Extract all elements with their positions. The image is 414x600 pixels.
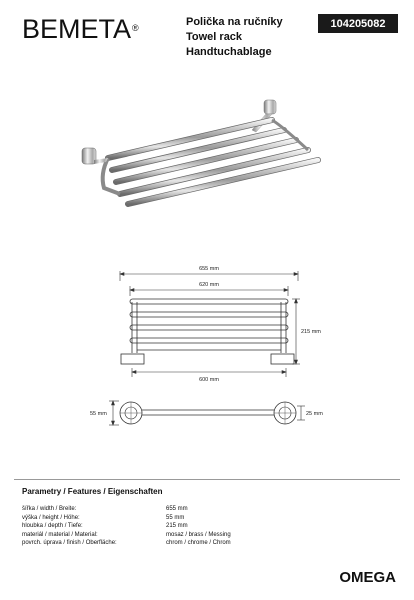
param-row-depth [22, 522, 231, 531]
registered-mark: ® [132, 23, 139, 33]
technical-drawing [0, 250, 414, 440]
param-row-height [22, 514, 231, 523]
dim-height: 215 mm [301, 329, 321, 335]
dim-depth: 55 mm [90, 411, 107, 417]
product-photo [60, 90, 360, 215]
param-value: 655 mm [166, 506, 188, 512]
param-label: výška / height / Höhe: [22, 514, 80, 521]
param-value: chrom / chrome / Chrom [166, 540, 231, 547]
collection-name: OMEGA [339, 569, 396, 586]
param-value: 215 mm [166, 523, 188, 530]
param-value: mosaz / brass / Messing [166, 531, 231, 538]
product-titles [186, 15, 283, 60]
param-value: 55 mm [166, 514, 185, 521]
brand-name: BEMETA [22, 14, 132, 44]
product-title-en: Towel rack [186, 31, 243, 43]
parameters-table [22, 505, 231, 548]
param-label: šířka / width / Breite: [22, 506, 77, 512]
param-row-finish [22, 539, 231, 548]
product-title-cz: Polička na ručníky [186, 16, 283, 28]
dim-mount-spacing: 600 mm [199, 377, 219, 383]
dim-overall-width: 655 mm [199, 266, 219, 272]
product-title-de: Handtuchablage [186, 46, 272, 58]
parameters-title: Parametry / Features / Eigenschaften [22, 487, 163, 496]
param-label: hloubka / depth / Tiefe: [22, 523, 83, 530]
dim-rail-width: 620 mm [199, 282, 219, 288]
param-label: povrch. úprava / finish / Oberfläche: [22, 540, 117, 547]
param-row-width [22, 505, 231, 514]
section-divider [14, 479, 400, 480]
brand-logo [22, 14, 139, 44]
dim-rosette: 25 mm [306, 411, 323, 417]
product-code-badge: 104205082 [318, 14, 398, 33]
param-label: materiál / material / Material: [22, 531, 98, 538]
param-row-material [22, 531, 231, 540]
